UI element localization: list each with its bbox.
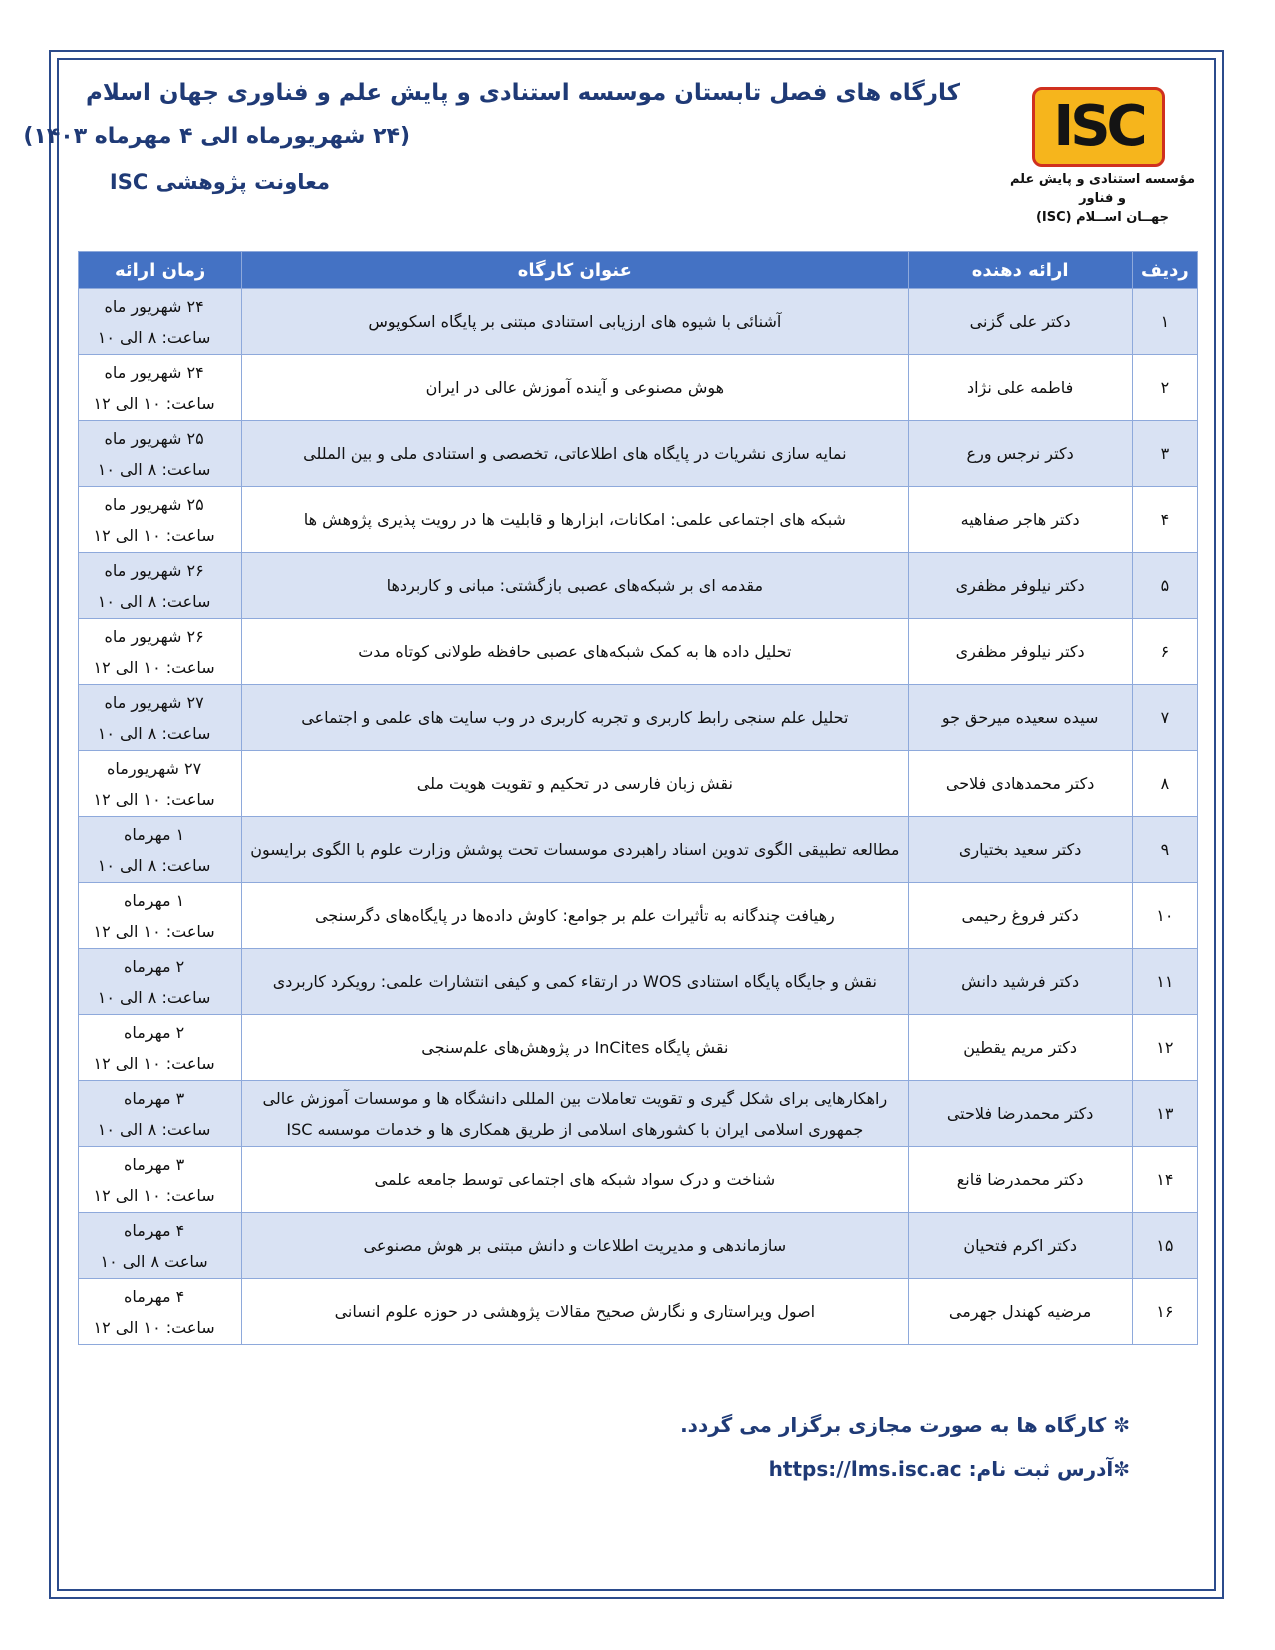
table-row [79, 685, 1198, 751]
isc-logo [1032, 87, 1165, 167]
row-number: ۸ [1132, 751, 1197, 817]
table-body [79, 289, 1198, 1345]
session-date: ۲۴ شهریور ماه [104, 362, 204, 382]
presenter-cell: سیده سعیده میرحق جو [908, 685, 1132, 751]
table-row [79, 817, 1198, 883]
logo-caption [1010, 170, 1195, 227]
presenter-cell: دکتر فروغ رحیمی [908, 883, 1132, 949]
presenter-cell: فاطمه علی نژاد [908, 355, 1132, 421]
workshop-schedule-table [78, 251, 1198, 1345]
row-number: ۱۴ [1132, 1147, 1197, 1213]
presenter-cell: دکتر سعید بختیاری [908, 817, 1132, 883]
logo-caption-line1: مؤسسه استنادی و پایش علم و فناور [1009, 172, 1195, 206]
workshop-title-cell: مقدمه ای بر شبکه‌های عصبی بازگشتی: مبانی و کاربردها [242, 553, 908, 619]
workshop-title-cell: آشنائی با شیوه های ارزیابی استنادی مبتنی بر پایگاه اسکوپوس [242, 289, 908, 355]
table-row [79, 1213, 1198, 1279]
row-number: ۵ [1132, 553, 1197, 619]
workshop-title-cell: سازماندهی و مدیریت اطلاعات و دانش مبتنی بر هوش مصنوعی [242, 1213, 908, 1279]
table-row [79, 1147, 1198, 1213]
session-hours: ساعت: ۸ الی ۱۰ [97, 723, 211, 743]
presenter-cell: دکتر نیلوفر مظفری [908, 619, 1132, 685]
session-hours: ساعت: ۸ الی ۱۰ [97, 1119, 211, 1139]
row-number: ۷ [1132, 685, 1197, 751]
table-row [79, 1081, 1198, 1147]
session-hours: ساعت: ۸ الی ۱۰ [97, 855, 211, 875]
time-cell [79, 289, 242, 355]
row-number: ۴ [1132, 487, 1197, 553]
session-date: ۲۵ شهریور ماه [104, 494, 204, 514]
registration-line [560, 1457, 1130, 1481]
session-date: ۱ مهرماه [123, 824, 185, 844]
time-cell [79, 553, 242, 619]
session-hours: ساعت: ۸ الی ۱۰ [97, 327, 211, 347]
time-cell [79, 751, 242, 817]
session-hours: ساعت: ۱۰ الی ۱۲ [93, 657, 215, 677]
workshop-title-cell: نقش زبان فارسی در تحکیم و تقویت هویت ملی [242, 751, 908, 817]
presenter-cell: مرضیه کهندل جهرمی [908, 1279, 1132, 1345]
time-cell [79, 487, 242, 553]
time-cell [79, 1147, 242, 1213]
session-date: ۴ مهرماه [123, 1286, 185, 1306]
column-header-presenter: ارائه دهنده [908, 252, 1132, 289]
row-number: ۲ [1132, 355, 1197, 421]
presenter-cell: دکتر محمدرضا فلاحتی [908, 1081, 1132, 1147]
session-date: ۲۷ شهریور ماه [104, 692, 204, 712]
column-header-title: عنوان کارگاه [242, 252, 908, 289]
presenter-cell: دکتر فرشید دانش [908, 949, 1132, 1015]
time-cell [79, 685, 242, 751]
presenter-cell: دکتر مریم یقطین [908, 1015, 1132, 1081]
column-header-number: ردیف [1132, 252, 1197, 289]
workshop-title-cell: اصول ویراستاری و نگارش صحیح مقالات پژوهشی در حوزه علوم انسانی [242, 1279, 908, 1345]
table-row [79, 421, 1198, 487]
virtual-note: ✼ کارگاه ها به صورت مجازی برگزار می گردد. [680, 1413, 1130, 1437]
time-cell [79, 1213, 242, 1279]
row-number: ۱۰ [1132, 883, 1197, 949]
presenter-cell: دکتر محمدرضا قانع [908, 1147, 1132, 1213]
time-cell [79, 1081, 242, 1147]
workshop-title-cell: رهیافت چندگانه به تأثیرات علم بر جوامع: کاوش داده‌ها در پایگاه‌های دگرسنجی [242, 883, 908, 949]
department-label: معاونت پژوهشی ISC [109, 170, 330, 194]
registration-label: ✼آدرس ثبت نام: [968, 1457, 1130, 1481]
session-hours: ساعت: ۸ الی ۱۰ [97, 987, 211, 1007]
table-row [79, 751, 1198, 817]
table-row [79, 619, 1198, 685]
row-number: ۱۶ [1132, 1279, 1197, 1345]
registration-link[interactable]: https://lms.isc.ac [768, 1457, 962, 1481]
table-header-row [79, 252, 1198, 289]
session-date: ۳ مهرماه [123, 1088, 185, 1108]
session-date: ۴ مهرماه [123, 1220, 185, 1240]
session-hours: ساعت: ۱۰ الی ۱۲ [93, 1185, 215, 1205]
table-row [79, 1279, 1198, 1345]
session-date: ۱ مهرماه [123, 890, 185, 910]
row-number: ۹ [1132, 817, 1197, 883]
logo-text: ISC [1053, 94, 1144, 159]
session-hours: ساعت: ۱۰ الی ۱۲ [93, 789, 215, 809]
workshop-title-cell: تحلیل علم سنجی رابط کاربری و تجربه کاربری در وب سایت های علمی و اجتماعی [242, 685, 908, 751]
table-row [79, 949, 1198, 1015]
table-row [79, 1015, 1198, 1081]
time-cell [79, 421, 242, 487]
time-cell [79, 1279, 242, 1345]
session-hours: ساعت: ۸ الی ۱۰ [97, 459, 211, 479]
workshop-title-cell: مطالعه تطبیقی الگوی تدوین اسناد راهبردی موسسات تحت پوشش وزارت علوم با الگوی برایسون [242, 817, 908, 883]
table-row [79, 487, 1198, 553]
session-date: ۲۴ شهریور ماه [104, 296, 204, 316]
session-hours: ساعت: ۸ الی ۱۰ [97, 591, 211, 611]
session-date: ۲ مهرماه [123, 956, 185, 976]
presenter-cell: دکتر نرجس ورع [908, 421, 1132, 487]
presenter-cell: دکتر نیلوفر مظفری [908, 553, 1132, 619]
session-hours: ساعت ۸ الی ۱۰ [100, 1251, 208, 1271]
time-cell [79, 883, 242, 949]
row-number: ۱۱ [1132, 949, 1197, 1015]
workshop-title-cell: نقش پایگاه InCites در پژوهش‌های علم‌سنجی [242, 1015, 908, 1081]
table-row [79, 289, 1198, 355]
time-cell [79, 949, 242, 1015]
session-date: ۲ مهرماه [123, 1022, 185, 1042]
presenter-cell: دکتر اکرم فتحیان [908, 1213, 1132, 1279]
row-number: ۱ [1132, 289, 1197, 355]
page-title: کارگاه های فصل تابستان موسسه استنادی و پایش علم و فناوری جهان اسلام [86, 80, 960, 106]
session-date: ۳ مهرماه [123, 1154, 185, 1174]
workshop-title-cell: نقش و جایگاه پایگاه استنادی WOS در ارتقاء کمی و کیفی انتشارات علمی: رویکرد کاربردی [242, 949, 908, 1015]
session-date: ۲۷ شهریورماه [107, 758, 202, 778]
workshop-title-cell: تحلیل داده ها به کمک شبکه‌های عصبی حافظه طولانی کوتاه مدت [242, 619, 908, 685]
workshop-title-cell: شناخت و درک سواد شبکه های اجتماعی توسط جامعه علمی [242, 1147, 908, 1213]
workshop-title-cell: شبکه های اجتماعی علمی: امکانات، ابزارها و قابلیت ها در رویت پذیری پژوهش ها [242, 487, 908, 553]
row-number: ۶ [1132, 619, 1197, 685]
time-cell [79, 355, 242, 421]
table-row [79, 355, 1198, 421]
time-cell [79, 1015, 242, 1081]
row-number: ۱۵ [1132, 1213, 1197, 1279]
column-header-time: زمان ارائه [79, 252, 242, 289]
date-range: (۲۴ شهریورماه الی ۴ مهرماه ۱۴۰۳) [23, 124, 410, 149]
logo-caption-line2: جهــان اســلام (ISC) [1035, 210, 1170, 225]
session-hours: ساعت: ۱۰ الی ۱۲ [93, 921, 215, 941]
session-date: ۲۶ شهریور ماه [104, 560, 204, 580]
row-number: ۱۲ [1132, 1015, 1197, 1081]
session-hours: ساعت: ۱۰ الی ۱۲ [93, 393, 215, 413]
row-number: ۱۳ [1132, 1081, 1197, 1147]
time-cell [79, 619, 242, 685]
session-date: ۲۶ شهریور ماه [104, 626, 204, 646]
workshop-title-cell: راهکارهایی برای شکل گیری و تقویت تعاملات بین المللی دانشگاه ها و موسسات آموزش عالی جمهوری اسلامی ایران با کشورهای اسلامی از طریق همکاری ها و خدمات موسسه ISC [242, 1081, 908, 1147]
presenter-cell: دکتر محمدهادی فلاحی [908, 751, 1132, 817]
presenter-cell: دکتر علی گزنی [908, 289, 1132, 355]
workshop-title-cell: هوش مصنوعی و آینده آموزش عالی در ایران [242, 355, 908, 421]
presenter-cell: دکتر هاجر صفاهیه [908, 487, 1132, 553]
session-date: ۲۵ شهریور ماه [104, 428, 204, 448]
table-row [79, 883, 1198, 949]
session-hours: ساعت: ۱۰ الی ۱۲ [93, 1053, 215, 1073]
workshop-title-cell: نمایه سازی نشریات در پایگاه های اطلاعاتی، تخصصی و استنادی ملی و بین المللی [242, 421, 908, 487]
table-row [79, 553, 1198, 619]
row-number: ۳ [1132, 421, 1197, 487]
time-cell [79, 817, 242, 883]
session-hours: ساعت: ۱۰ الی ۱۲ [93, 525, 215, 545]
session-hours: ساعت: ۱۰ الی ۱۲ [93, 1317, 215, 1337]
